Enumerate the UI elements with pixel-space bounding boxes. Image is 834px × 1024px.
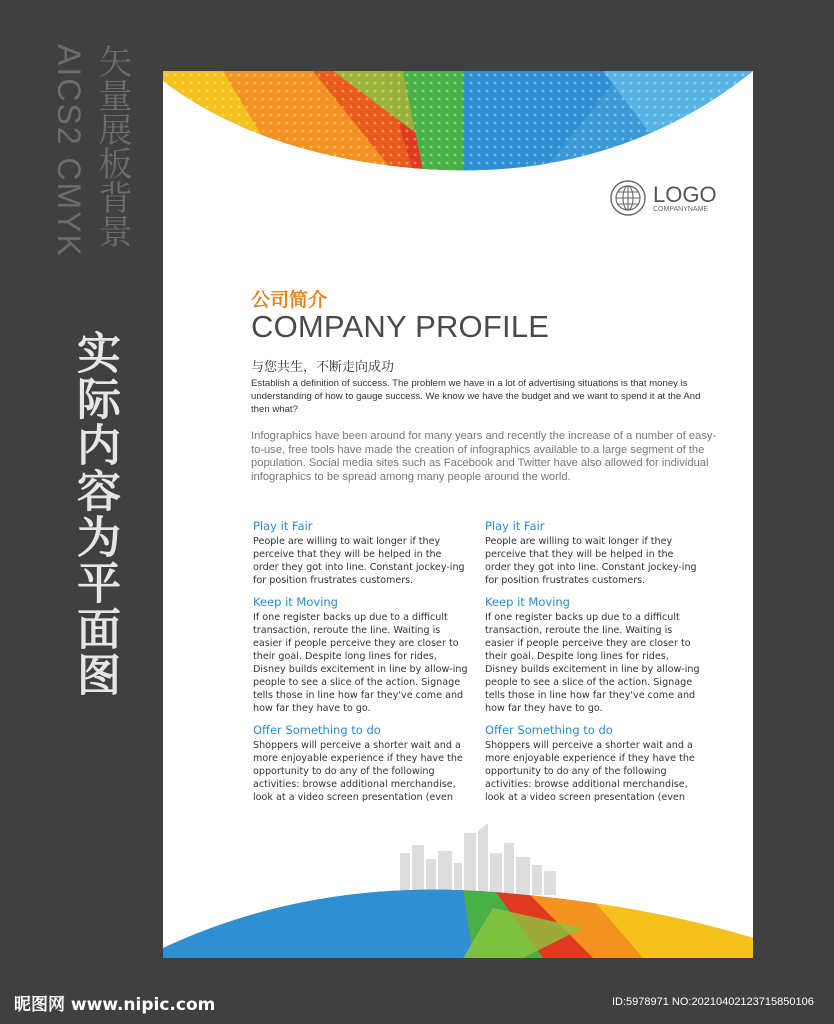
section xyxy=(253,595,469,715)
section-body: Shoppers will perceive a shorter wait and a more enjoyable experience if they have the opportunity to do any of the following activities: browse additional merchandise, look at a video screen presentation (even xyxy=(253,740,463,803)
globe-icon xyxy=(609,179,647,217)
watermark-site: 昵图网 www.nipic.com xyxy=(14,995,216,1015)
section-body: People are willing to wait longer if they perceive that they will be helped in the order they got into line. Constant jockey-ing for position frustrates customers. xyxy=(253,536,465,586)
section-title: Keep it Moving xyxy=(485,595,570,609)
section-body: If one register backs up due to a difficult transaction, reroute the line. Waiting is easier if people perceive they are closer to their goal. Despite long lines for rides, Disney builds excitement in line by allow-ing people to see a slice of the action. Signage tells those in line how far they've come and how far they have to go. xyxy=(253,612,468,714)
section-title: Play it Fair xyxy=(253,519,313,533)
section-body: Shoppers will perceive a shorter wait and a more enjoyable experience if they have the opportunity to do any of the following activities: browse additional merchandise, look at a video screen presentation (even xyxy=(485,740,695,803)
intro-paragraph: Establish a definition of success. The problem we have in a lot of advertising situations is that money is understanding of how to gauge success. We know we have the budget and we want to spend it at the And then what? xyxy=(251,378,701,415)
top-wave-decoration xyxy=(163,71,753,171)
section xyxy=(253,723,469,804)
section xyxy=(485,595,701,715)
logo-word: LOGO xyxy=(653,181,717,207)
section-title: Play it Fair xyxy=(485,519,545,533)
tagline: 与您共生，不断走向成功 xyxy=(251,360,395,375)
section xyxy=(485,723,701,804)
page-title: COMPANY PROFILE xyxy=(251,309,550,344)
side-label-top xyxy=(52,44,130,258)
city-skyline xyxy=(398,823,558,895)
column-left xyxy=(253,519,469,812)
side-label-english: AICS2 CMYK xyxy=(51,44,87,258)
section xyxy=(485,519,701,587)
section-title: Keep it Moving xyxy=(253,595,338,609)
section-title: Offer Something to do xyxy=(485,723,613,737)
logo xyxy=(609,179,717,217)
side-label-chinese: 矢量展板背景 xyxy=(92,44,132,248)
section xyxy=(253,519,469,587)
title-chinese: 公司简介 xyxy=(251,289,328,311)
bottom-wave-decoration xyxy=(163,888,753,958)
description-paragraph: Infographics have been around for many years and recently the increase of a number of easy-to-use, free tools have made the creation of infographics available to a large segment of the population. Social media sites such as Facebook and Twitter have also allowed for individual infographics to be spread among many people around the world. xyxy=(251,430,717,483)
logo-company-name: COMPANYNAME xyxy=(653,205,709,213)
watermark-id: ID:5978971 NO:20210402123715850106 xyxy=(612,996,814,1008)
poster xyxy=(163,71,753,958)
section-body: If one register backs up due to a difficult transaction, reroute the line. Waiting is easier if people perceive they are closer to their goal. Despite long lines for rides, Disney builds excitement in line by allow-ing people to see a slice of the action. Signage tells those in line how far they've come and how far they have to go. xyxy=(485,612,700,714)
section-body: People are willing to wait longer if they perceive that they will be helped in the order they got into line. Constant jockey-ing for position frustrates customers. xyxy=(485,536,697,586)
column-right xyxy=(485,519,701,812)
side-label-main: 实际内容为平面图 xyxy=(69,330,120,698)
section-title: Offer Something to do xyxy=(253,723,381,737)
